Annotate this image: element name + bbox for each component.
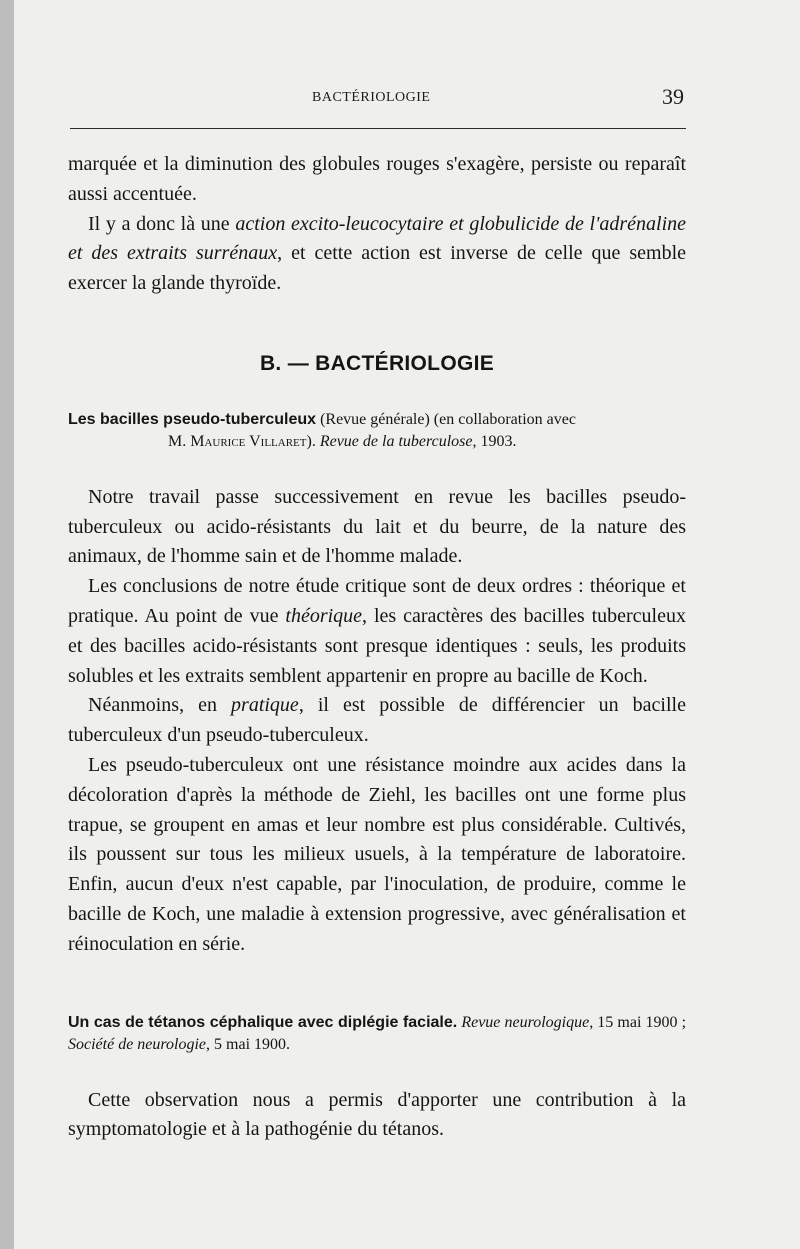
paragraph	[68, 210, 686, 299]
page-number: 39	[662, 84, 684, 109]
text-run: Les conclusions de notre étude critique sont de deux ordres : théorique et pratique. Au point de vue	[68, 575, 686, 627]
paragraph: Les pseudo-tuberculeux ont une résistance moindre aux acides dans la décoloration d'après la méthode de Ziehl, les bacilles ont une forme plus trapue, se groupent en amas et leur nombre est plus considérable. Cultivés, ils poussent sur tous les milieux usuels, à la température de laboratoire. Enfin, aucun d'eux n'est capable, par l'inoculation, de produire, comme le bacille de Koch, une maladie à extension progressive, avec généralisation et réinoculation en série.	[68, 753, 686, 955]
text-run: , 15 mai 1900 ;	[589, 1013, 687, 1031]
entry-description: (Revue générale) (en collaboration avec	[316, 410, 576, 428]
text-run: Il y a donc là une	[88, 212, 236, 235]
entry-title: Les bacilles pseudo-tuberculeux	[68, 410, 317, 428]
bibliography-entry	[68, 1012, 686, 1056]
bibliography-entry	[68, 409, 686, 453]
paragraph: marquée et la diminution des globules rouges s'exagère, persiste ou reparaît aussi accentuée.	[68, 153, 686, 205]
text-run: , et cette action est inverse de celle que semble exercer la glande thyroïde.	[68, 242, 687, 295]
text-run: , 5 mai 1900.	[206, 1035, 291, 1053]
entry-title: Un cas de tétanos céphalique avec diplégie faciale.	[68, 1013, 458, 1031]
journal-name: Revue de la tuberculose	[319, 432, 473, 450]
page-header	[70, 84, 686, 112]
paragraph	[68, 572, 686, 691]
entry-second-line	[68, 431, 686, 453]
paragraph: Notre travail passe successivement en revue les bacilles pseudo-tuberculeux ou acido-résistants du lait et du beurre, de la nature des animaux, de l'homme sain et de l'homme malade.	[68, 485, 686, 568]
emphasis: pratique	[231, 694, 299, 717]
running-title: BACTÉRIOLOGIE	[312, 90, 431, 105]
text-run: ).	[306, 432, 320, 450]
emphasis: action excito-leucocytaire et globulicide de l'adrénaline et des extraits surrénaux	[68, 212, 687, 265]
text-run: , il est possible de différencier un bacille tuberculeux d'un pseudo-tuberculeux.	[68, 694, 686, 747]
page-body	[68, 150, 686, 1145]
journal-name: Société de neurologie	[68, 1035, 207, 1053]
header-rule	[70, 128, 686, 129]
text-run: , les caractères des bacilles tuberculeux et des bacilles acido-résistants sont presque identiques : seuls, les produits solubles et les extraits semblent appartenir en propre au bacille de Koch.	[68, 604, 686, 687]
emphasis: théorique	[285, 604, 363, 627]
text-run: , 1903.	[472, 432, 517, 450]
page-gutter-edge	[0, 0, 14, 1249]
text-run: M.	[168, 432, 191, 450]
paragraph: Cette observation nous a permis d'apporter une contribution à la symptomatologie et à la pathogénie du tétanos.	[68, 1088, 686, 1141]
collaborator-name: Maurice Villaret	[190, 432, 307, 450]
text-run: Néanmoins, en	[88, 694, 232, 717]
section-title: B. — BACTÉRIOLOGIE	[259, 351, 495, 375]
journal-name: Revue neurologique	[461, 1013, 590, 1031]
paragraph	[68, 691, 686, 751]
